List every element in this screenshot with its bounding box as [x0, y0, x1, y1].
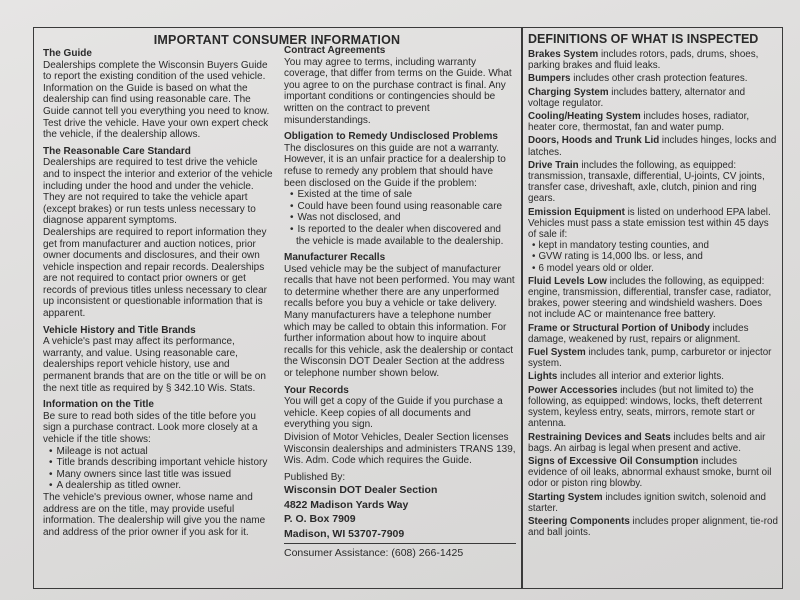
definition-term: Emission Equipment	[528, 206, 625, 218]
definition-term: Frame or Structural Portion of Unibody	[528, 322, 710, 334]
definitions-title: DEFINITIONS OF WHAT IS INSPECTED	[528, 32, 759, 46]
section-text: Be sure to read both sides of the title before you sign a purchase contract. Look more closely at a vehicle if the title shows:	[43, 410, 258, 445]
section-text: Dealerships are required to test drive the vehicle and to inspect the interior and exterior of the vehicle including under the hood and under the vehicle. They are not required to take the vehicle apart (except brakes) or run tests unless necessary to diagnose apparent symptoms.	[43, 157, 273, 227]
definition-desc: includes tank, pump, carburetor or injector system.	[528, 347, 772, 370]
column-middle	[284, 45, 516, 565]
definition-item	[528, 432, 778, 454]
publisher-po-box: P. O. Box 7909	[284, 513, 356, 526]
definition-term: Starting System	[528, 491, 603, 503]
rule-line	[284, 543, 516, 544]
bullet-item: • Mileage is not actual	[43, 446, 273, 458]
section-heading: Obligation to Remedy Undisclosed Problems	[284, 131, 498, 143]
definition-item	[528, 371, 778, 382]
column-left	[43, 48, 273, 543]
section-heading: Your Records	[284, 384, 349, 396]
section-published-by	[284, 472, 516, 560]
definition-desc: includes belts and air bags. An airbag is legal when present and active.	[528, 431, 766, 454]
definition-term: Signs of Excessive Oil Consumption	[528, 455, 699, 467]
definition-desc: includes hoses, radiator, heater core, thermostat, fan and water pump.	[528, 111, 750, 134]
definition-term: Doors, Hoods and Trunk Lid	[528, 135, 660, 147]
definition-item	[528, 516, 778, 538]
definition-item	[528, 160, 778, 205]
section-text: You will get a copy of the Guide if you purchase a vehicle. Keep copies of all documents and everything you sign.	[284, 396, 503, 431]
section-the-guide	[43, 48, 273, 141]
definition-term: Charging System	[528, 86, 609, 98]
section-heading: Contract Agreements	[284, 45, 386, 56]
definition-desc: is listed on underhood EPA label. Vehicles must pass a state emission test within 45 days of sale if:	[528, 206, 771, 241]
definition-item	[528, 111, 778, 133]
section-text: The vehicle's previous owner, whose name and address are on the title, may provide useful information. The dealership will give you the name and address of the prior owner if you ask for it.	[43, 491, 266, 538]
bullet-item: • 6 model years old or older.	[528, 263, 778, 274]
definition-term: Lights	[528, 371, 558, 383]
definition-item	[528, 207, 778, 274]
definition-item	[528, 385, 778, 430]
definition-term: Steering Components	[528, 515, 630, 527]
section-heading: The Reasonable Care Standard	[43, 145, 191, 157]
definition-desc: includes rotors, pads, drums, shoes, parking brakes and fluid leaks.	[528, 49, 759, 72]
column-definitions	[528, 31, 778, 540]
section-your-records	[284, 385, 516, 467]
section-text: The disclosures on this guide are not a warranty. However, it is an unfair practice for a dealership to refuse to remedy any problem that should have been disclosed on the Guide if the problem:	[284, 142, 506, 189]
section-vehicle-history	[43, 325, 273, 395]
section-heading: Information on the Title	[43, 399, 154, 411]
section-title-info	[43, 399, 273, 538]
section-text: You may agree to terms, including warranty coverage, that differ from terms on the Guide. What you agree to on the purchase contract is final. Any important conditions or contingencies should be written on the contract to prevent misunderstandings.	[284, 56, 512, 126]
bullet-item: • Was not disclosed, and	[284, 212, 516, 224]
bullet-item: • Existed at the time of sale	[284, 189, 516, 201]
definition-item	[528, 347, 778, 369]
section-heading: Manufacturer Recalls	[284, 252, 386, 264]
definition-item	[528, 323, 778, 345]
definition-desc: includes (but not limited to) the following, as equipped: windows, locks, theft deterrent system, keyless entry, seats, mirrors, remote start or antenna.	[528, 384, 763, 430]
consumer-assistance: Consumer Assistance: (608) 266-1425	[284, 547, 464, 560]
definition-desc: includes the following, as equipped: engine, transmission, differential, transfer case, radiator, brakes, power steering and windshield washers. Does not include AC or maintenance free battery.	[528, 275, 772, 321]
definition-term: Fluid Levels Low	[528, 275, 607, 287]
definition-term: Cooling/Heating System	[528, 111, 641, 123]
page-title: IMPORTANT CONSUMER INFORMATION	[153, 33, 401, 47]
publisher-name: Wisconsin DOT Dealer Section	[284, 484, 438, 497]
definition-item	[528, 135, 778, 157]
definition-term: Fuel System	[528, 347, 586, 359]
bullet-item: • Could have been found using reasonable care	[284, 201, 516, 213]
definition-desc: includes damage, weakened by rust, repairs or alignment.	[528, 322, 749, 345]
bullet-item: • Many owners since last title was issued	[43, 469, 273, 481]
bullet-item: • Is reported to the dealer when discovered and the vehicle is made available to the dealership.	[284, 224, 516, 247]
definitions-list	[528, 49, 778, 538]
bullet-item: • Title brands describing important vehicle history	[43, 457, 273, 469]
definition-term: Restraining Devices and Seats	[528, 431, 671, 443]
definition-desc: includes hinges, locks and latches.	[528, 135, 777, 158]
section-text: A vehicle's past may affect its performance, warranty, and value. Using reasonable care, dealerships report vehicle history, use and permanent brands that are on the title or will be on the next title as required by § 342.10 Wis. Stats.	[43, 336, 266, 394]
publisher-address: 4822 Madison Yards Way	[284, 498, 409, 511]
definition-item	[528, 492, 778, 514]
definition-desc: includes other crash protection features.	[570, 73, 748, 85]
definition-item	[528, 49, 778, 71]
column-divider	[521, 27, 523, 589]
bullet-item: • A dealership as titled owner.	[43, 480, 273, 492]
section-reasonable-care	[43, 146, 273, 320]
published-label: Published By:	[284, 471, 346, 483]
definition-term: Power Accessories	[528, 384, 618, 396]
definition-desc: includes ignition switch, solenoid and starter.	[528, 491, 766, 514]
definition-desc: includes battery, alternator and voltage regulator.	[528, 86, 746, 109]
definition-term: Brakes System	[528, 49, 599, 60]
definition-item	[528, 456, 778, 490]
section-obligation	[284, 131, 516, 247]
bullet-item: • kept in mandatory testing counties, and	[528, 240, 778, 251]
section-text: Dealerships complete the Wisconsin Buyers Guide to report the existing condition of the used vehicle. Information on the Guide is based on what the dealership can find using reasonable care. The Guide cannot tell you everything you need to know. Test drive the vehicle. Have your own expert check the vehicle, if the dealership allows.	[43, 59, 270, 141]
definition-item	[528, 87, 778, 109]
section-text: Dealerships are required to report information they get from manufacturer and auction notices, prior owner documents and disclosures, and their own vehicle inspection and repair records. Dealerships are not required to contact prior owners or get records of previous titles unless necessary to clear up inconsistent or questionable information that is apparent.	[43, 226, 267, 320]
definition-desc: includes the following, as equipped: transmission, transaxle, differential, U-joints, CV joints, transfer case, driveshaft, axle, clutch, pinion and ring gears.	[528, 159, 765, 205]
section-heading: The Guide	[43, 48, 92, 59]
definition-item	[528, 73, 778, 84]
definition-desc: includes all interior and exterior lights.	[557, 371, 725, 383]
definition-desc: includes evidence of oil leaks, abnormal exhaust smoke, burnt oil odor or piston ring blowby.	[528, 455, 772, 490]
definition-item	[528, 276, 778, 321]
bullet-item: • GVW rating is 14,000 lbs. or less, and	[528, 251, 778, 262]
definition-term: Drive Train	[528, 159, 579, 171]
section-heading: Vehicle History and Title Brands	[43, 324, 196, 336]
publisher-city: Madison, WI 53707-7909	[284, 527, 405, 540]
section-text: Division of Motor Vehicles, Dealer Section licenses Wisconsin dealerships and administers TRANS 139, Wis. Adm. Code which requires the Guide.	[284, 432, 516, 467]
section-manufacturer-recalls	[284, 252, 516, 380]
section-contract-agreements	[284, 45, 516, 126]
definition-term: Bumpers	[528, 73, 571, 85]
section-text: Used vehicle may be the subject of manufacturer recalls that have not been performed. You may want to determine whether there are any unperformed recalls before you buy a vehicle or take delivery. Many manufacturers have a telephone number which may be called to obtain this information. For further information about how to inquire about recalls for this vehicle, ask the dealership or contact the Wisconsin DOT Dealer Section at the address or telephone number shown below.	[284, 263, 515, 380]
definition-desc: includes proper alignment, tie-rod and ball joints.	[528, 515, 778, 539]
